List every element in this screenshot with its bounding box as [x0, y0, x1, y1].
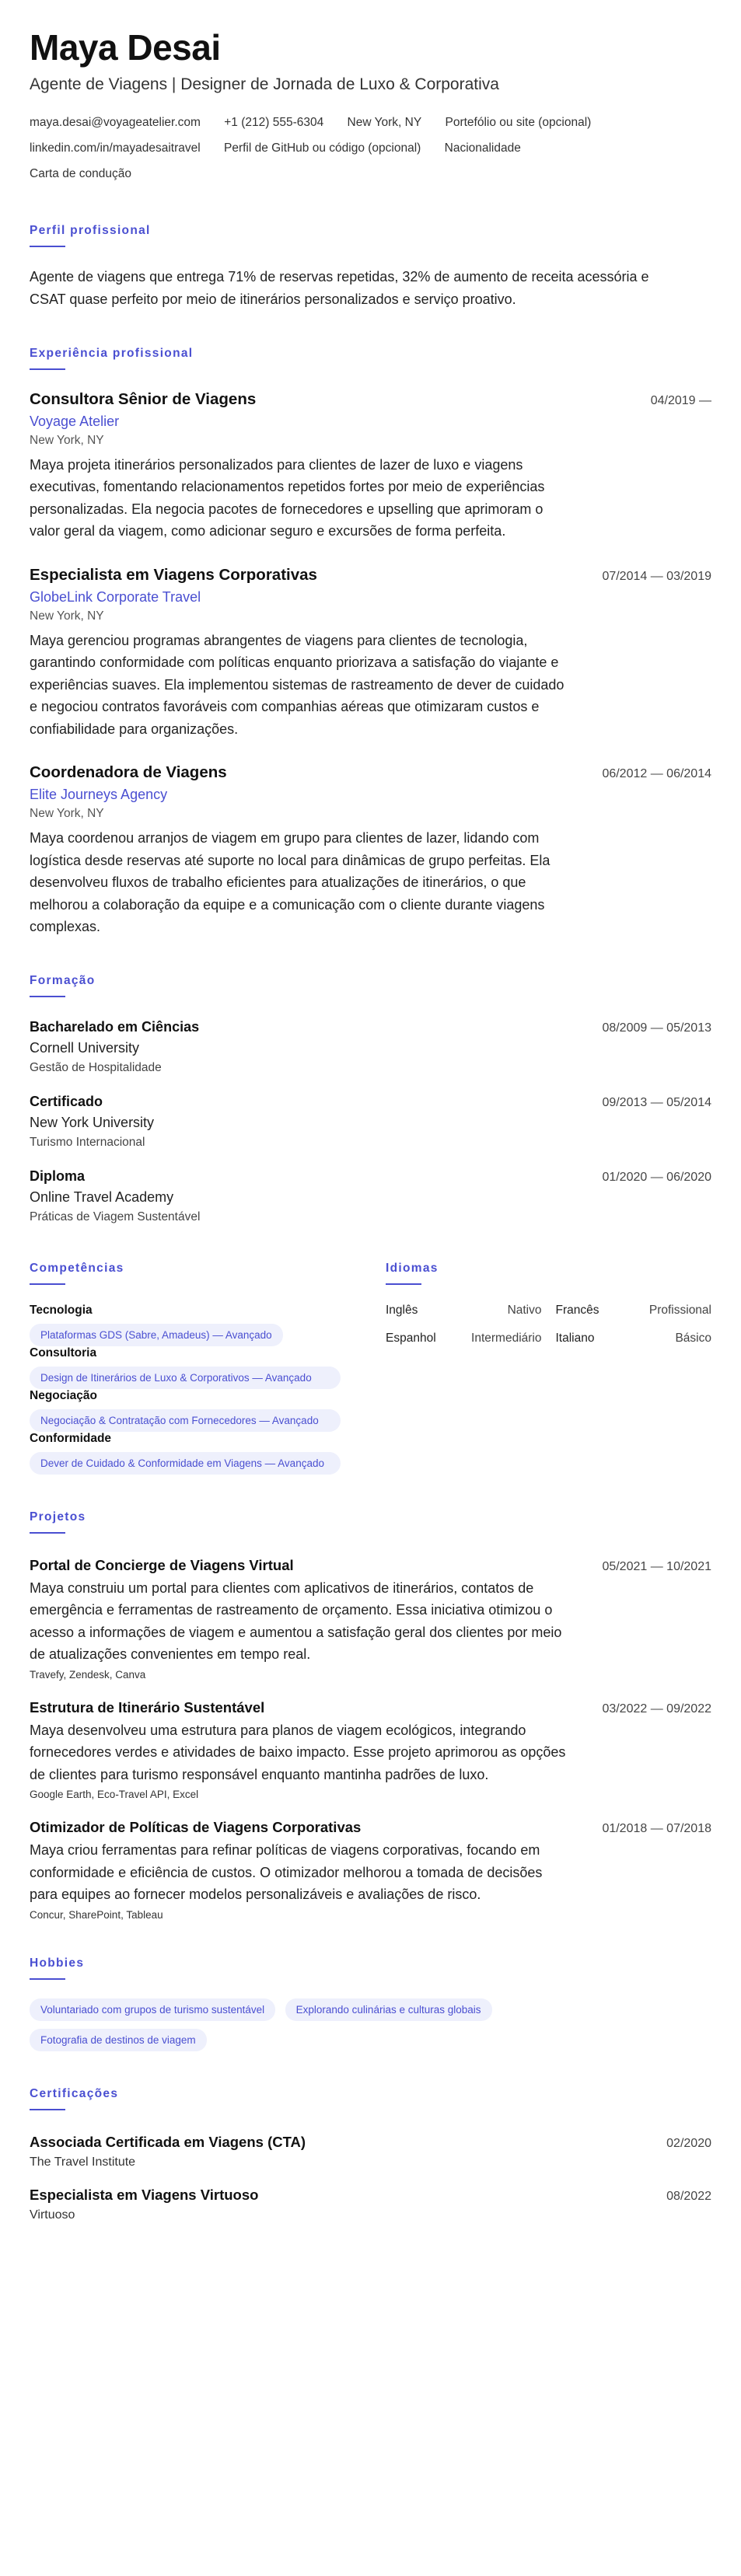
language-item [556, 1304, 712, 1318]
candidate-headline: Agente de Viagens | Designer de Jornada de Luxo & Corporativa [30, 75, 499, 93]
section-title: Hobbies [30, 1956, 711, 1980]
skill-chip: Dever de Cuidado & Conformidade em Viagens — Avançado [30, 1452, 341, 1475]
hobby-chip: Voluntariado com grupos de turismo sustentável [30, 1998, 275, 2021]
job-location: New York, NY [30, 807, 104, 821]
section-title: Competências [30, 1262, 356, 1285]
hobbies-section [30, 1956, 711, 2059]
project-dates: 05/2021 — 10/2021 [602, 1559, 711, 1573]
language-level: Básico [675, 1331, 711, 1345]
contact-location: New York, NY [347, 115, 422, 129]
job-description: Maya coordenou arranjos de viagem em grupo para clientes de lazer, lidando com logística desde reservas até suporte no local para dinâmicas de grupo perfeitas. Ela desenvolveu fluxos de trabalho eficientes para atualizações de itinerários, o que melhorou a colaboração da equipe e a comunicação com o cliente durante viagens complexas. [30, 830, 551, 935]
skill-chip: Plataformas GDS (Sabre, Amadeus) — Avançado [30, 1324, 283, 1346]
contact-portfolio[interactable]: Portefólio ou site (opcional) [445, 115, 592, 129]
school-name: New York University [30, 1114, 155, 1130]
skills-languages-row [30, 1262, 711, 1475]
section-title: Experiência profissional [30, 347, 711, 370]
project-description: Maya desenvolveu uma estrutura para planos de viagem ecológicos, integrando fornecedores verdes e atividades de baixo impacto. Esse projeto aprimorou as opções de clientes para turismo responsável enquanto mantinha padrões de luxo. [30, 1722, 566, 1782]
project-tools: Google Earth, Eco-Travel API, Excel [30, 1789, 199, 1801]
section-title: Perfil profissional [30, 224, 711, 247]
job-title: Especialista em Viagens Corporativas [30, 565, 317, 584]
skill-category: Tecnologia [30, 1303, 93, 1317]
project-tools: Travefy, Zendesk, Canva [30, 1668, 146, 1681]
education-entry [30, 1019, 711, 1075]
company-name: GlobeLink Corporate Travel [30, 588, 201, 605]
skills-section [30, 1262, 356, 1475]
profile-summary: Agente de viagens que entrega 71% de reservas repetidas, 32% de aumento de receita acessória e CSAT quase perfeito por meio de itinerários personalizados e serviço proativo. [30, 268, 649, 307]
contact-list [30, 110, 711, 187]
projects-section [30, 1510, 711, 1921]
language-item [556, 1332, 712, 1346]
job-dates: 06/2012 — 06/2014 [602, 767, 711, 781]
section-title: Idiomas [386, 1262, 711, 1285]
resume-header [30, 28, 711, 187]
contact-driving-license: Carta de condução [30, 166, 131, 180]
section-title: Certificações [30, 2087, 711, 2110]
skill-group [30, 1346, 356, 1389]
degree: Diploma [30, 1168, 86, 1184]
language-level: Nativo [507, 1303, 542, 1317]
certification-name: Associada Certificada em Viagens (CTA) [30, 2133, 306, 2150]
skill-category: Consultoria [30, 1346, 97, 1360]
certification-entry [30, 2187, 711, 2222]
contact-linkedin[interactable]: linkedin.com/in/mayadesaitravel [30, 141, 201, 155]
education-section [30, 974, 711, 1224]
company-name: Elite Journeys Agency [30, 787, 168, 803]
language-item [386, 1332, 542, 1346]
language-level: Profissional [648, 1303, 711, 1317]
section-title: Projetos [30, 1510, 711, 1534]
contact-phone[interactable]: +1 (212) 555-6304 [224, 115, 324, 129]
certification-issuer: The Travel Institute [30, 2155, 136, 2169]
language-name: Espanhol [386, 1331, 436, 1345]
job-dates: 07/2014 — 03/2019 [602, 569, 711, 583]
language-level: Intermediário [471, 1331, 542, 1345]
education-dates: 09/2013 — 05/2014 [602, 1095, 711, 1109]
skill-category: Conformidade [30, 1431, 112, 1445]
degree: Bacharelado em Ciências [30, 1018, 200, 1035]
certification-issuer: Virtuoso [30, 2208, 75, 2222]
hobby-chip: Explorando culinárias e culturas globais [285, 1998, 492, 2021]
skill-chip: Negociação & Contratação com Fornecedores — Avançado [30, 1409, 341, 1432]
skill-group [30, 1304, 356, 1346]
language-name: Inglês [386, 1303, 418, 1317]
degree: Certificado [30, 1093, 103, 1109]
certification-date: 08/2022 [666, 2189, 711, 2203]
language-name: Francês [555, 1303, 599, 1317]
contact-github[interactable]: Perfil de GitHub ou código (opcional) [224, 141, 421, 155]
project-dates: 01/2018 — 07/2018 [602, 1822, 711, 1836]
job-title: Consultora Sênior de Viagens [30, 389, 257, 408]
language-name: Italiano [555, 1331, 595, 1345]
skill-chip: Design de Itinerários de Luxo & Corporativos — Avançado [30, 1367, 341, 1389]
languages-section [386, 1262, 711, 1475]
project-description: Maya criou ferramentas para refinar políticas de viagens corporativas, focando em conformidade e eficiência de custos. O otimizador melhorou a tomada de decisões para equipes ao fornecer modelos personalizáveis e avaliações de risco. [30, 1842, 543, 1903]
project-name: Portal de Concierge de Viagens Virtual [30, 1556, 294, 1573]
job-location: New York, NY [30, 609, 104, 623]
field-of-study: Práticas de Viagem Sustentável [30, 1209, 201, 1223]
education-dates: 01/2020 — 06/2020 [602, 1170, 711, 1184]
candidate-name: Maya Desai [30, 27, 221, 68]
contact-email[interactable]: maya.desai@voyageatelier.com [30, 115, 201, 129]
project-name: Otimizador de Políticas de Viagens Corporativas [30, 1819, 362, 1836]
hobby-chip: Fotografia de destinos de viagem [30, 2029, 207, 2051]
field-of-study: Gestão de Hospitalidade [30, 1060, 162, 1074]
job-dates: 04/2019 — [650, 393, 711, 407]
profile-section [30, 224, 711, 311]
project-entry [30, 1699, 711, 1801]
education-entry [30, 1168, 711, 1224]
project-description: Maya construiu um portal para clientes com aplicativos de itinerários, contatos de emergência e ferramentas de rastreamento de orçamento. Essa iniciativa otimizou o acesso a informações de viagem e aumentou a satisfação geral dos clientes por meio de atualizações convenientes em tempo real. [30, 1579, 562, 1663]
experience-entry [30, 763, 711, 938]
project-dates: 03/2022 — 09/2022 [602, 1702, 711, 1716]
language-item [386, 1304, 542, 1318]
school-name: Cornell University [30, 1039, 140, 1056]
field-of-study: Turismo Internacional [30, 1135, 145, 1149]
job-description: Maya projeta itinerários personalizados para clientes de lazer de luxo e viagens executivas, fomentando relacionamentos repetidos fortes por meio de experiências personalizadas. Ela negocia pacotes de fornecedores e upselling que aprimoram o valor geral da viagem, como adicionar seguro e excursões de forma perfeita. [30, 456, 545, 539]
contact-nationality: Nacionalidade [444, 141, 521, 155]
experience-entry [30, 390, 711, 543]
job-location: New York, NY [30, 433, 104, 447]
job-description: Maya gerenciou programas abrangentes de viagens para clientes de tecnologia, garantindo conformidade com políticas enquanto priorizava a satisfação do viajante e experiências suaves. Ela implementou sistemas de rastreamento de dever de cuidado e negociou contratos favoráveis com companhias aéreas que otimizaram custos e confiabilidade para organizações. [30, 632, 564, 737]
experience-entry [30, 566, 711, 741]
skill-group [30, 1389, 356, 1432]
section-title: Formação [30, 974, 711, 997]
company-name: Voyage Atelier [30, 413, 120, 429]
experience-section [30, 347, 711, 938]
project-tools: Concur, SharePoint, Tableau [30, 1908, 163, 1921]
education-entry [30, 1094, 711, 1150]
certification-date: 02/2020 [666, 2136, 711, 2150]
skill-category: Negociação [30, 1388, 98, 1402]
certifications-section [30, 2087, 711, 2222]
certification-entry [30, 2134, 711, 2169]
job-title: Coordenadora de Viagens [30, 763, 227, 782]
education-dates: 08/2009 — 05/2013 [602, 1021, 711, 1035]
project-entry [30, 1557, 711, 1681]
skill-group [30, 1432, 356, 1475]
project-name: Estrutura de Itinerário Sustentável [30, 1698, 265, 1716]
certification-name: Especialista em Viagens Virtuoso [30, 2186, 259, 2203]
project-entry [30, 1819, 711, 1921]
school-name: Online Travel Academy [30, 1189, 174, 1205]
